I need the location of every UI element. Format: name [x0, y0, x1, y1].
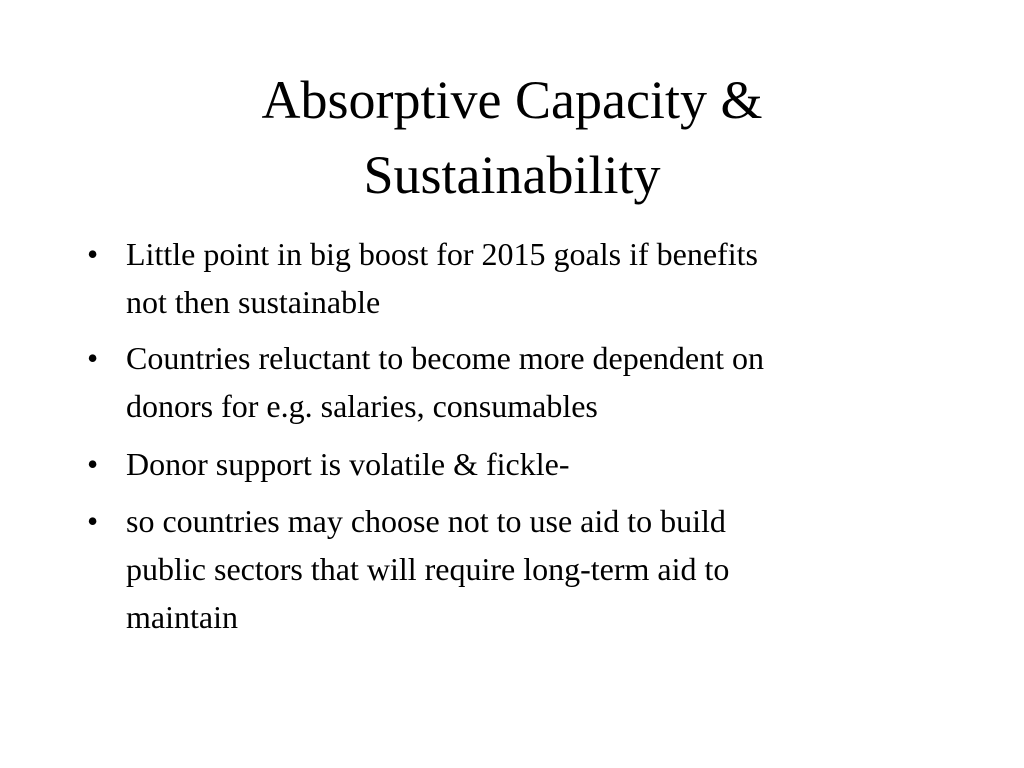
bullet-text: Little point in big boost for 2015 goals if benefits not then sustainable: [126, 236, 758, 320]
slide-title-line-2: Sustainability: [363, 145, 661, 205]
bullet-dot: •: [87, 503, 99, 539]
bullet-dot: •: [87, 340, 99, 376]
slide-title-line-1: Absorptive Capacity &: [261, 70, 763, 130]
bullet-text: Countries reluctant to become more dependent on donors for e.g. salaries, consumables: [126, 340, 765, 424]
bullet-text: Donor support is volatile & fickle-: [126, 446, 570, 482]
bullet-dot: •: [87, 446, 99, 482]
bullet-text: so countries may choose not to use aid to build public sectors that will require long-term aid to maintain: [126, 503, 730, 635]
bullet-dot: •: [87, 236, 99, 272]
